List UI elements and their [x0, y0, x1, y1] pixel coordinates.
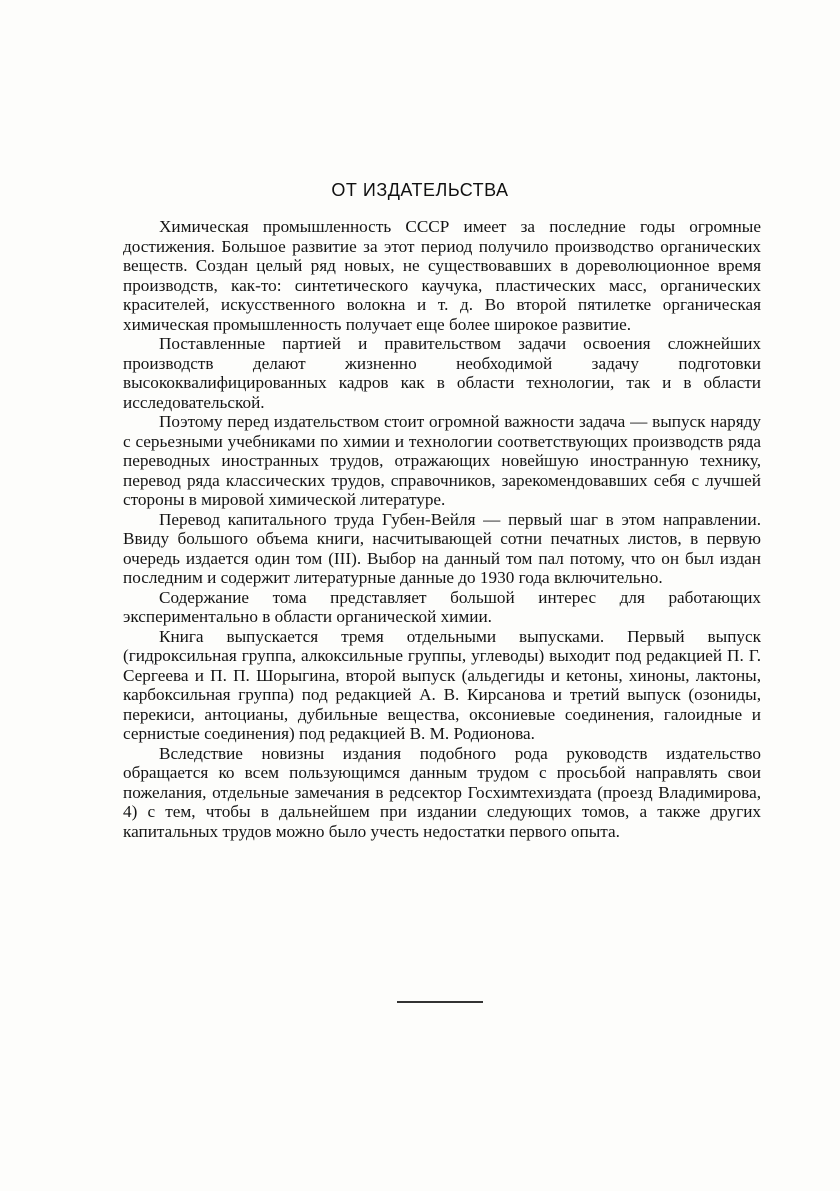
- body-text: [123, 217, 761, 841]
- paragraph-2: Поставленные партией и правительством задачи освоения сложнейших производств делают жизненно необходимой задачу подготовки высококвалифицированных кадров как в области технологии, так и в области исследовательской.: [123, 334, 761, 412]
- paragraph-7: Вследствие новизны издания подобного рода руководств издательство обращается ко всем пользующимся данным трудом с просьбой направлять свои пожелания, отдельные замечания в редсектор Госхимтехиздата (проезд Владимирова, 4) с тем, чтобы в дальнейшем при издании следующих томов, а также других капитальных трудов можно было учесть недостатки первого опыта.: [123, 743, 761, 841]
- section-divider: [397, 1001, 483, 1003]
- paragraph-3: Поэтому перед издательством стоит огромной важности задача — выпуск наряду с серьезными учебниками по химии и технологии соответствующих производств ряда переводных иностранных трудов, отражающих новейшую иностранную технику, перевод ряда классических трудов, справочников, зарекомендовавших себя с лучшей стороны в мировой химической литературе.: [123, 412, 761, 509]
- paragraph-5: Содержание тома представляет большой интерес для работающих экспериментально в области органической химии.: [123, 587, 761, 626]
- page-title: ОТ ИЗДАТЕЛЬСТВА: [331, 180, 509, 200]
- paragraph-1: Химическая промышленность СССР имеет за последние годы огромные достижения. Большое развитие за этот период получило производство органических веществ. Создан целый ряд новых, не существовавших в дореволюционное время производств, как-то: синтетического каучука, пластических масс, органических красителей, искусственного волокна и т. д. Во второй пятилетке органическая химическая промышленность получает еще более широкое развитие.: [123, 217, 761, 334]
- paragraph-4: Перевод капитального труда Губен-Вейля — первый шаг в этом направлении. Ввиду большого объема книги, насчитывающей сотни печатных листов, в первую очередь издается один том (III). Выбор на данный том пал потому, что он был издан последним и содержит литературные данные до 1930 года включительно.: [123, 509, 761, 587]
- paragraph-6: Книга выпускается тремя отдельными выпусками. Первый выпуск (гидроксильная группа, алкоксильные группы, углеводы) выходит под редакцией П. Г. Сергеева и П. П. Шорыгина, второй выпуск (альдегиды и кетоны, хиноны, лактоны, карбоксильная группа) под редакцией А. В. Кирсанова и третий выпуск (озониды, перекиси, антоцианы, дубильные вещества, оксониевые соединения, галоидные и сернистые соединения) под редакцией В. М. Родионова.: [123, 626, 761, 743]
